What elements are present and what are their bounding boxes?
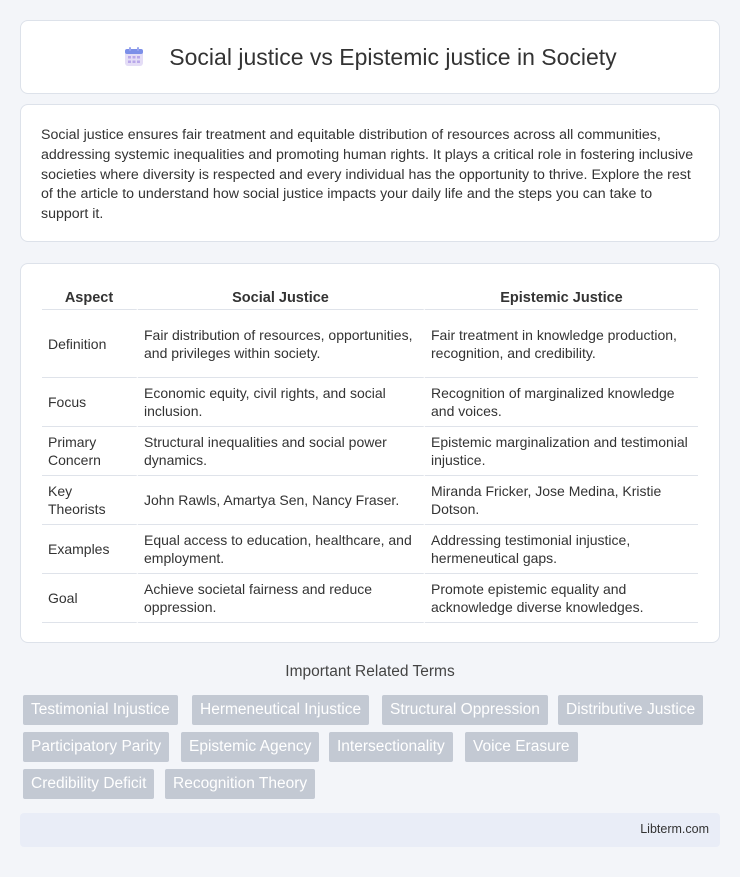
term-tag-epistemic-agency[interactable]: Epistemic Agency bbox=[181, 732, 319, 762]
intro-card bbox=[20, 104, 720, 242]
table-row bbox=[42, 427, 698, 476]
comparison-table bbox=[42, 284, 698, 623]
footer-site-link[interactable]: Libterm.com bbox=[640, 822, 709, 836]
aspect-cell: Primary Concern bbox=[42, 427, 138, 476]
social-justice-cell: Economic equity, civil rights, and social inclusion. bbox=[138, 378, 425, 427]
term-tag-testimonial-injustice[interactable]: Testimonial Injustice bbox=[23, 695, 178, 725]
aspect-cell: Key Theorists bbox=[42, 476, 138, 525]
table-row bbox=[42, 310, 698, 378]
comparison-card bbox=[20, 263, 720, 643]
table-row bbox=[42, 574, 698, 623]
intro-paragraph: Social justice ensures fair treatment and equitable distribution of resources across all communities, addressing systemic inequalities and promoting human rights. It plays a critical role in fostering inclusive societies where diversity is respected and every individual has the opportunity to thrive. Explore the rest of the article to understand how social justice impacts your daily life and the steps you can take to support it. bbox=[41, 127, 694, 223]
term-tag-voice-erasure[interactable]: Voice Erasure bbox=[465, 732, 578, 762]
term-tag-credibility-deficit[interactable]: Credibility Deficit bbox=[23, 769, 154, 799]
epistemic-justice-cell: Miranda Fricker, Jose Medina, Kristie Dotson. bbox=[425, 476, 698, 525]
related-terms-heading: Important Related Terms bbox=[285, 663, 455, 680]
epistemic-justice-cell: Addressing testimonial injustice, hermeneutical gaps. bbox=[425, 525, 698, 574]
epistemic-justice-cell: Fair treatment in knowledge production, recognition, and credibility. bbox=[425, 310, 698, 378]
table-row bbox=[42, 476, 698, 525]
table-row bbox=[42, 525, 698, 574]
social-justice-cell: Achieve societal fairness and reduce oppression. bbox=[138, 574, 425, 623]
column-header-aspect: Aspect bbox=[42, 284, 138, 310]
term-tag-recognition-theory[interactable]: Recognition Theory bbox=[165, 769, 315, 799]
table-header-row bbox=[42, 284, 698, 310]
term-tag-hermeneutical-injustice[interactable]: Hermeneutical Injustice bbox=[192, 695, 369, 725]
aspect-cell: Focus bbox=[42, 378, 138, 427]
calendar-icon bbox=[123, 46, 145, 68]
table-row bbox=[42, 378, 698, 427]
title-card bbox=[20, 20, 720, 94]
epistemic-justice-cell: Recognition of marginalized knowledge and voices. bbox=[425, 378, 698, 427]
epistemic-justice-cell: Epistemic marginalization and testimonial injustice. bbox=[425, 427, 698, 476]
aspect-cell: Definition bbox=[42, 310, 138, 378]
aspect-cell: Examples bbox=[42, 525, 138, 574]
column-header-social-justice: Social Justice bbox=[138, 284, 425, 310]
term-tag-participatory-parity[interactable]: Participatory Parity bbox=[23, 732, 169, 762]
social-justice-cell: John Rawls, Amartya Sen, Nancy Fraser. bbox=[138, 476, 425, 525]
social-justice-cell: Structural inequalities and social power dynamics. bbox=[138, 427, 425, 476]
epistemic-justice-cell: Promote epistemic equality and acknowledge diverse knowledges. bbox=[425, 574, 698, 623]
column-header-epistemic-justice: Epistemic Justice bbox=[425, 284, 698, 310]
term-tag-distributive-justice[interactable]: Distributive Justice bbox=[558, 695, 703, 725]
social-justice-cell: Fair distribution of resources, opportunities, and privileges within society. bbox=[138, 310, 425, 378]
aspect-cell: Goal bbox=[42, 574, 138, 623]
footer bbox=[20, 813, 720, 847]
page-title: Social justice vs Epistemic justice in Society bbox=[169, 43, 617, 70]
social-justice-cell: Equal access to education, healthcare, and employment. bbox=[138, 525, 425, 574]
term-tag-structural-oppression[interactable]: Structural Oppression bbox=[382, 695, 548, 725]
term-tag-intersectionality[interactable]: Intersectionality bbox=[329, 732, 453, 762]
